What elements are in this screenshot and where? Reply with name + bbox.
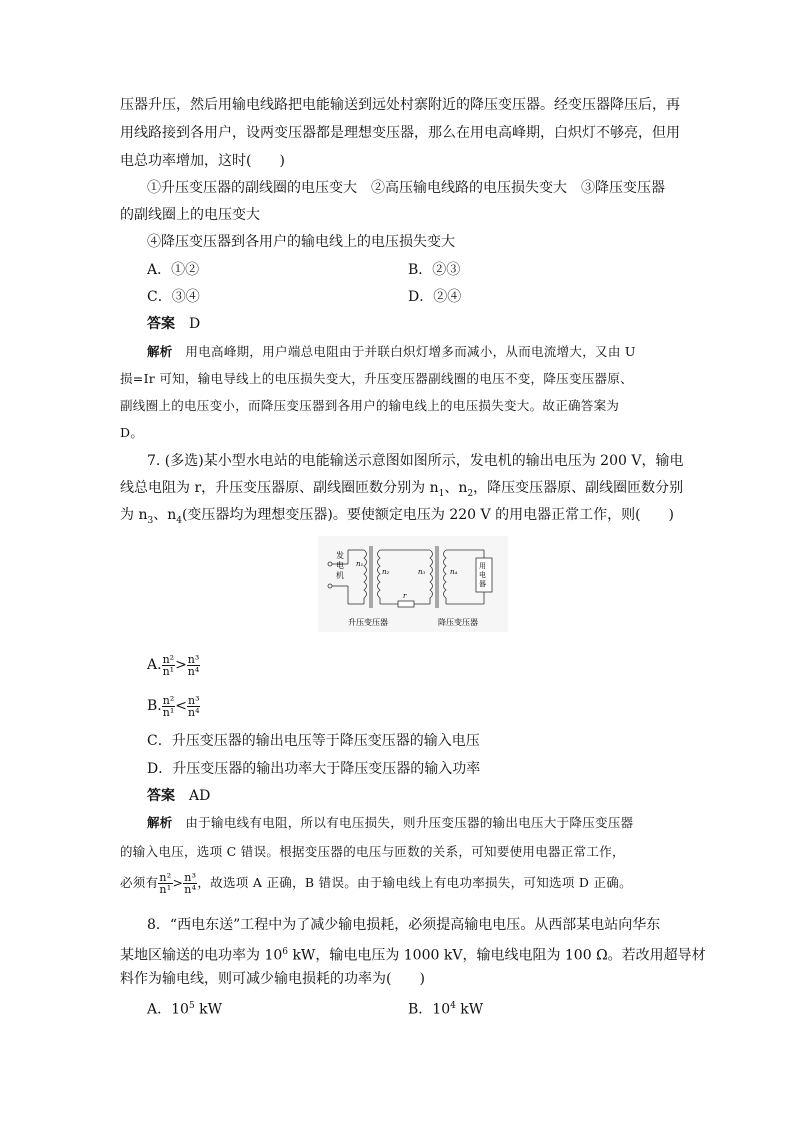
analysis-text: 用电高峰期，用户端总电阻由于并联白炽灯增多而减小，从而电流增大，又由 U — [185, 344, 636, 359]
n3-label: n₃ — [418, 568, 426, 576]
stem-text: 、n — [153, 507, 177, 523]
q8-text: kW，输电电压为 1000 kV，输电线电阻为 100 Ω。若改用超导材 — [288, 947, 706, 964]
q6-line-3: 电总功率增加，这时( ) — [120, 153, 285, 169]
step-down-caption: 降压变压器 — [438, 618, 478, 627]
answer-label: 答案 — [147, 316, 175, 332]
answer-label: 答案 — [147, 788, 175, 804]
fraction-n2-n1: $\frac{\text{n²}}{\text{n¹}}$ — [162, 652, 175, 678]
q6-option-b: B．②③ — [408, 262, 461, 278]
fraction-n3-n4: $\frac{\text{n³}}{\text{n⁴}}$ — [184, 871, 197, 896]
stem-text: 为 n — [120, 507, 148, 523]
q6-analysis-3: 副线圈上的电压变小，而降压变压器到各用户的输电线上的电压损失变大。故正确答案为 — [120, 398, 620, 413]
option-b-prefix: B. — [147, 698, 162, 714]
q7-option-b: B. $\frac{\text{n²}}{\text{n¹}}$ < $\frac{\text{n³}}{\text{n⁴}}$ — [147, 693, 200, 719]
load-label-1: 用 — [479, 562, 486, 570]
analysis-text: ，故选项 A 正确，B 错误。由于输电线上有电功率损失，可知选项 D 正确。 — [197, 875, 632, 890]
exponent: 5 — [188, 1001, 195, 1011]
q6-analysis-1 — [147, 342, 636, 362]
transmission-diagram — [318, 536, 508, 632]
fraction-n2-n1: $\frac{\text{n²}}{\text{n¹}}$ — [162, 693, 175, 719]
q6-statement-2: 的副线圈上的电压变大 — [120, 207, 260, 223]
q6-option-a: A．①② — [147, 262, 200, 278]
option-a-prefix: A. — [147, 657, 162, 673]
answer-value: AD — [189, 788, 211, 804]
stem-text: (变压器均为理想变压器)。要使额定电压为 220 V 的用电器正常工作，则( ) — [181, 507, 674, 523]
analysis-label: 解析 — [147, 815, 173, 830]
q6-line-2: 用线路接到各用户，设两变压器都是理想变压器，那么在用电高峰期，白炽灯不够亮，但用 — [120, 125, 680, 141]
q7-analysis-1 — [147, 813, 633, 833]
q8-line-2 — [120, 942, 706, 966]
stem-text: 、n — [444, 480, 468, 496]
analysis-label: 解析 — [147, 344, 173, 359]
q6-line-1: 压器升压，然后用输电线路把电能输送到远处村寨附近的降压变压器。经变压器降压后，再 — [120, 97, 680, 113]
q8-text: 某地区输送的电功率为 10 — [120, 947, 283, 964]
q7-analysis-2: 的输入电压，选项 C 错误。根据变压器的电压与匝数的关系，可知要使用电器正常工作， — [120, 844, 625, 859]
generator-label-1: 发 — [336, 551, 344, 560]
fraction-n3-n4: $\frac{\text{n³}}{\text{n⁴}}$ — [187, 693, 200, 719]
q7-answer — [147, 786, 210, 806]
r-label: r — [403, 592, 407, 600]
q6-option-c: C．③④ — [147, 289, 200, 305]
analysis-text: 由于输电线有电阻，所以有电压损失，则升压变压器的输出电压大于降压变压器 — [185, 815, 634, 830]
analysis-text: 必须有 — [120, 875, 159, 890]
step-up-caption: 升压变压器 — [348, 618, 388, 627]
q8-option-a: A．$10^5$ kW — [147, 1001, 222, 1018]
line-resistor — [398, 601, 414, 607]
n4-label: n₄ — [450, 568, 458, 576]
load-label-3: 器 — [479, 580, 486, 588]
q7-option-d: D．升压变压器的输出功率大于降压变压器的输入功率 — [147, 761, 481, 777]
generator-label-3: 机 — [336, 571, 344, 580]
n2-label: n₂ — [382, 568, 390, 576]
stem-text: 线总电阻为 r，升压变压器原、副线圈匝数分别为 n — [120, 480, 439, 496]
q7-option-a: A. $\frac{\text{n²}}{\text{n¹}}$ > $\frac{\text{n³}}{\text{n⁴}}$ — [147, 652, 200, 678]
generator-label-2: 电 — [336, 561, 344, 570]
q8-line-1: 8．“西电东送”工程中为了减少输电损耗，必须提高输电电压。从西部某电站向华东 — [147, 917, 661, 933]
q7-stem-3: 为 $n_3$、$n_4$(变压器均为理想变压器)。要使额定电压为 220 V 的用电器正常工作，则( ) — [120, 507, 674, 526]
exponent: 4 — [450, 1001, 456, 1011]
q8-option-b: B．$10^4$ kW — [408, 1001, 484, 1018]
q6-analysis-4: D。 — [120, 425, 144, 440]
q7-stem-2: 线总电阻为 r，升压变压器原、副线圈匝数分别为 $n_1$、$n_2$，降压变压器原、副线圈匝数分别 — [120, 480, 684, 499]
n1-label: n₁ — [356, 560, 364, 568]
q7-stem-1: 7. (多选)某小型水电站的电能输送示意图如图所示，发电机的输出电压为 200 V，输电 — [147, 453, 684, 469]
q7-analysis-3: 必须有 $\frac{\text{n²}}{\text{n¹}}$ > $\frac{\text{n³}}{\text{n⁴}}$ ，故选项 A 正确，B 错误。由于输电线上有电功率损失，可知选项 D 正确。 — [120, 871, 632, 896]
q6-statement-1: ①升压变压器的副线圈的电压变大 ②高压输电线路的电压损失变大 ③降压变压器 — [147, 180, 665, 196]
fraction-n3-n4: $\frac{\text{n³}}{\text{n⁴}}$ — [187, 652, 200, 678]
q7-option-c: C．升压变压器的输出电压等于降压变压器的输入电压 — [147, 733, 480, 749]
q6-option-d: D．②④ — [408, 289, 462, 305]
fraction-n2-n1: $\frac{\text{n²}}{\text{n¹}}$ — [159, 871, 172, 896]
q6-analysis-2: 损=Ir 可知，输电导线上的电压损失变大，升压变压器副线圈的电压不变，降压变压器原、 — [120, 371, 633, 386]
load-label-2: 电 — [479, 571, 486, 579]
q8-line-3: 料作为输电线，则可减少输电损耗的功率为( ) — [120, 971, 425, 987]
stem-text: ，降压变压器原、副线圈匝数分别 — [473, 480, 684, 496]
exponent: 6 — [282, 947, 288, 957]
q6-statement-3: ④降压变压器到各用户的输电线上的电压损失变大 — [147, 234, 455, 250]
answer-value: D — [189, 316, 201, 332]
q6-answer — [147, 314, 200, 334]
